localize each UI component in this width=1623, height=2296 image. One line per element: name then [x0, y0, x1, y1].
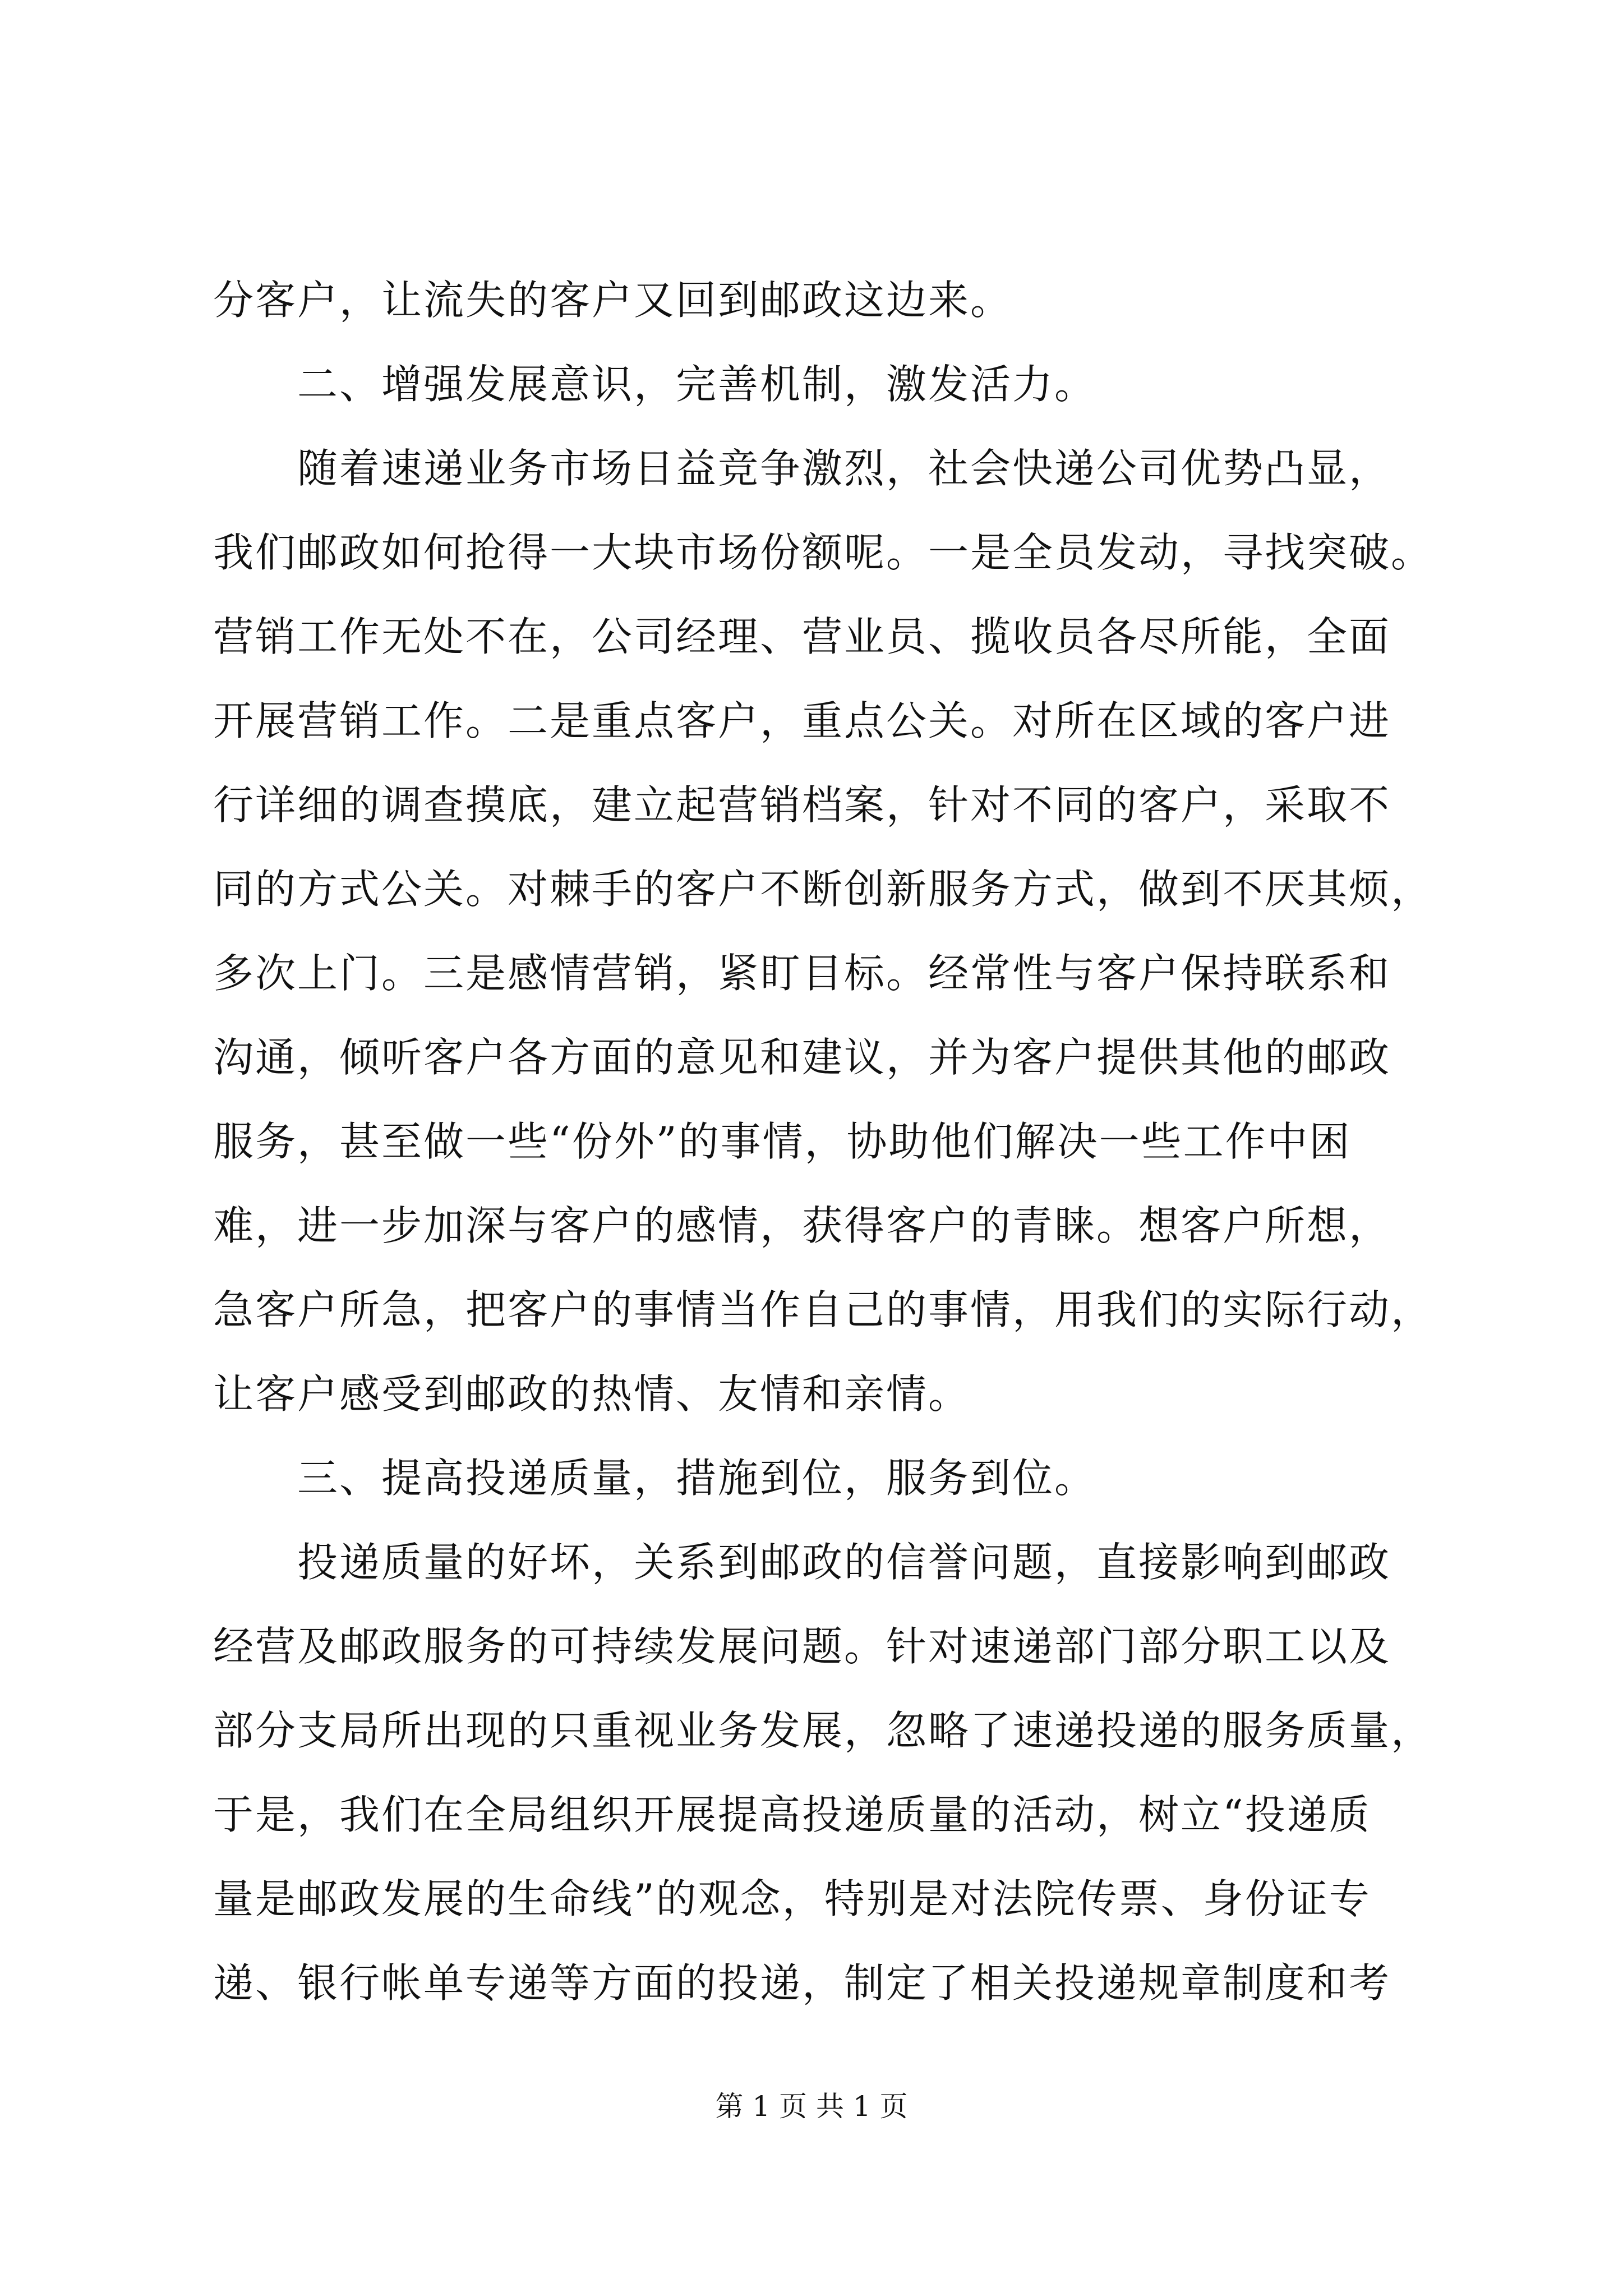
text-line: 行详细的调查摸底，建立起营销档案，针对不同的客户，采取不: [213, 781, 1391, 829]
section-heading: 二、增强发展意识，完善机制，激发活力。: [213, 361, 1097, 408]
text-line: 同的方式公关。对棘手的客户不断创新服务方式，做到不厌其烦，: [213, 866, 1433, 913]
page-footer: [0, 2087, 1623, 2126]
text-line: 难，进一步加深与客户的感情，获得客户的青睐。想客户所想，: [213, 1202, 1391, 1249]
text-line: 服务，甚至做一些“份外”的事情，协助他们解决一些工作中困: [213, 1118, 1352, 1165]
text-line: 营销工作无处不在，公司经理、营业员、揽收员各尽所能，全面: [213, 613, 1391, 660]
text-line: 经营及邮政服务的可持续发展问题。针对速递部门部分职工以及: [213, 1623, 1391, 1670]
text-line: 急客户所急，把客户的事情当作自己的事情，用我们的实际行动，: [213, 1286, 1433, 1333]
text-line: 投递质量的好坏，关系到邮政的信誉问题，直接影响到邮政: [213, 1539, 1391, 1586]
text-line: 部分支局所出现的只重视业务发展，忽略了速递投递的服务质量，: [213, 1707, 1433, 1754]
text-line: 我们邮政如何抢得一大块市场份额呢。一是全员发动，寻找突破。: [213, 529, 1433, 576]
text-line: 沟通，倾听客户各方面的意见和建议，并为客户提供其他的邮政: [213, 1034, 1391, 1081]
text-line: 开展营销工作。二是重点客户，重点公关。对所在区域的客户进: [213, 697, 1391, 744]
section-heading: 三、提高投递质量，措施到位，服务到位。: [213, 1455, 1097, 1502]
text-line: 多次上门。三是感情营销，紧盯目标。经常性与客户保持联系和: [213, 950, 1391, 997]
text-line: 于是，我们在全局组织开展提高投递质量的活动，树立“投递质: [213, 1791, 1371, 1838]
text-line: 随着速递业务市场日益竞争激烈，社会快递公司优势凸显，: [213, 445, 1391, 492]
page-number: 第 1 页 共 1 页: [715, 2090, 908, 2123]
text-line: 分客户，让流失的客户又回到邮政这边来。: [213, 277, 1013, 324]
text-line: 让客户感受到邮政的热情、友情和亲情。: [213, 1370, 971, 1418]
text-line: 递、银行帐单专递等方面的投递，制定了相关投递规章制度和考: [213, 1959, 1391, 2007]
text-line: 量是邮政发展的生命线”的观念，特别是对法院传票、身份证专: [213, 1875, 1371, 1922]
body-text: [213, 258, 1433, 2025]
